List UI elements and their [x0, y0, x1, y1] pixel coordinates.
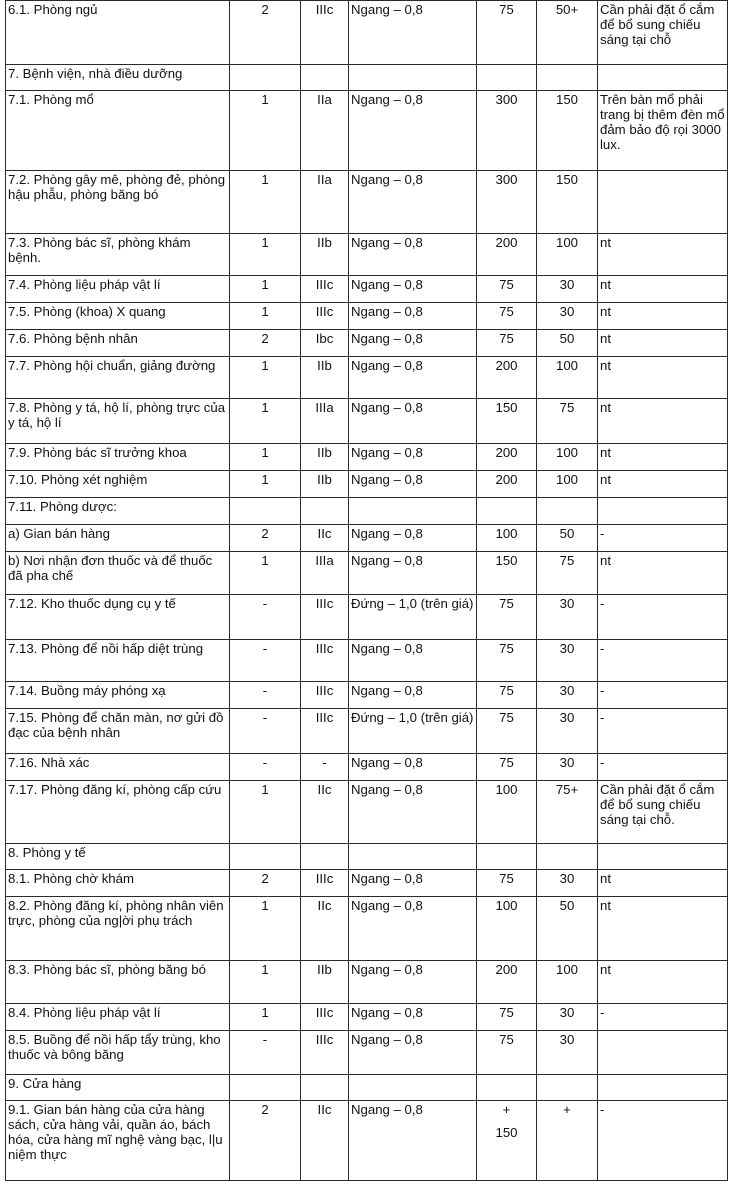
- table-row: [6, 754, 728, 781]
- note-cell: Cần phải đặt ổ cắm để bổ sung chiếu sáng tại chỗ: [598, 1, 728, 65]
- room-name-cell: 8.1. Phòng chờ khám: [6, 870, 230, 897]
- work-group-cell: IIIc: [301, 640, 349, 682]
- section-row: [6, 65, 728, 91]
- illuminance-combined-cell: 30: [537, 870, 598, 897]
- illuminance-general-cell: 75: [477, 330, 537, 357]
- work-group-cell: [301, 1075, 349, 1101]
- work-group-cell: IIIc: [301, 1, 349, 65]
- illuminance-general-cell: 200: [477, 961, 537, 1004]
- lamp-count-cell: 1: [230, 399, 301, 444]
- note-cell: nt: [598, 303, 728, 330]
- work-plane-cell: Ngang – 0,8: [349, 640, 477, 682]
- work-plane-cell: Ngang – 0,8: [349, 1004, 477, 1031]
- note-cell: Trên bàn mổ phải trang bị thêm đèn mổ đảm bảo độ rọi 3000 lux.: [598, 91, 728, 171]
- work-plane-cell: Ngang – 0,8: [349, 961, 477, 1004]
- illuminance-combined-cell: 30: [537, 754, 598, 781]
- illuminance-general-top: +: [502, 1102, 511, 1117]
- illuminance-combined-cell: 75: [537, 399, 598, 444]
- room-name-cell: 8.5. Buồng để nồi hấp tẩy trùng, kho thuốc và bông băng: [6, 1031, 230, 1075]
- note-cell: nt: [598, 399, 728, 444]
- work-plane-cell: Ngang – 0,8: [349, 525, 477, 552]
- table-row: [6, 595, 728, 640]
- work-group-cell: IIIc: [301, 303, 349, 330]
- illuminance-general-cell: 75: [477, 1004, 537, 1031]
- room-name-cell: 7.8. Phòng y tá, hộ lí, phòng trực của y tá, hộ lí: [6, 399, 230, 444]
- note-cell: -: [598, 595, 728, 640]
- lamp-count-cell: [230, 1075, 301, 1101]
- room-name-cell: 7.9. Phòng bác sĩ trưởng khoa: [6, 444, 230, 471]
- note-cell: nt: [598, 471, 728, 498]
- table-row: [6, 640, 728, 682]
- lamp-count-cell: -: [230, 682, 301, 709]
- work-group-cell: IIIc: [301, 870, 349, 897]
- illuminance-combined-cell: 50: [537, 897, 598, 961]
- illuminance-general-cell: 200: [477, 444, 537, 471]
- illuminance-general-cell: 75: [477, 709, 537, 754]
- work-plane-cell: Ngang – 0,8: [349, 276, 477, 303]
- section-title: 8. Phòng y tế: [6, 844, 230, 870]
- illuminance-general-cell: 200: [477, 471, 537, 498]
- table-row: [6, 471, 728, 498]
- note-cell: nt: [598, 234, 728, 276]
- lamp-count-cell: 1: [230, 961, 301, 1004]
- work-plane-cell: Ngang – 0,8: [349, 781, 477, 844]
- table-row: [6, 870, 728, 897]
- illuminance-combined-cell: 100: [537, 961, 598, 1004]
- lamp-count-cell: 1: [230, 91, 301, 171]
- work-group-cell: IIc: [301, 897, 349, 961]
- lamp-count-cell: 1: [230, 171, 301, 234]
- illuminance-general-cell: 75: [477, 870, 537, 897]
- note-cell: -: [598, 754, 728, 781]
- illuminance-general-cell: 150: [477, 399, 537, 444]
- illuminance-general-cell: [477, 1101, 537, 1181]
- lamp-count-cell: 1: [230, 357, 301, 399]
- illuminance-combined-cell: 30: [537, 595, 598, 640]
- illuminance-combined-cell: [537, 844, 598, 870]
- note-cell: nt: [598, 552, 728, 595]
- illuminance-combined-cell: 50: [537, 330, 598, 357]
- room-name-cell: 7.13. Phòng để nồi hấp diệt trùng: [6, 640, 230, 682]
- illuminance-general-cell: [477, 65, 537, 91]
- work-group-cell: [301, 844, 349, 870]
- illuminance-general-cell: 75: [477, 1031, 537, 1075]
- illuminance-combined-cell: 50: [537, 525, 598, 552]
- work-plane-cell: Ngang – 0,8: [349, 330, 477, 357]
- illuminance-general-cell: 150: [477, 552, 537, 595]
- work-plane-cell: Ngang – 0,8: [349, 870, 477, 897]
- illuminance-combined-cell: 75: [537, 552, 598, 595]
- table-row: [6, 709, 728, 754]
- table-row: [6, 399, 728, 444]
- note-cell: nt: [598, 357, 728, 399]
- illuminance-combined-cell: 30: [537, 1031, 598, 1075]
- lamp-count-cell: [230, 844, 301, 870]
- work-group-cell: [301, 65, 349, 91]
- illuminance-combined-cell: 100: [537, 357, 598, 399]
- lamp-count-cell: 2: [230, 870, 301, 897]
- work-plane-cell: Ngang – 0,8: [349, 357, 477, 399]
- work-group-cell: IIb: [301, 444, 349, 471]
- illuminance-general-cell: 300: [477, 91, 537, 171]
- illuminance-general-cell: 75: [477, 682, 537, 709]
- work-plane-cell: Ngang – 0,8: [349, 234, 477, 276]
- work-plane-cell: Đứng – 1,0 (trên giá): [349, 595, 477, 640]
- work-plane-cell: Ngang – 0,8: [349, 1031, 477, 1075]
- table-row: [6, 1031, 728, 1075]
- room-name-cell: 7.10. Phòng xét nghiệm: [6, 471, 230, 498]
- room-name-cell: 7.15. Phòng để chăn màn, nơ gửi đồ đạc của bệnh nhân: [6, 709, 230, 754]
- work-group-cell: IIb: [301, 471, 349, 498]
- lamp-count-cell: 1: [230, 781, 301, 844]
- illuminance-general-cell: 75: [477, 754, 537, 781]
- work-group-cell: IIIc: [301, 1004, 349, 1031]
- note-cell: -: [598, 682, 728, 709]
- illuminance-combined-cell: +: [537, 1101, 598, 1181]
- table-row: [6, 781, 728, 844]
- illuminance-combined-cell: 100: [537, 444, 598, 471]
- work-group-cell: IIIa: [301, 552, 349, 595]
- work-group-cell: IIIc: [301, 682, 349, 709]
- lamp-count-cell: 1: [230, 897, 301, 961]
- work-group-cell: IIIc: [301, 1031, 349, 1075]
- note-cell: -: [598, 640, 728, 682]
- work-group-cell: IIb: [301, 961, 349, 1004]
- illuminance-combined-cell: 30: [537, 682, 598, 709]
- lamp-count-cell: -: [230, 1031, 301, 1075]
- lamp-count-cell: 2: [230, 330, 301, 357]
- table-row: [6, 897, 728, 961]
- lamp-count-cell: 1: [230, 552, 301, 595]
- work-group-cell: -: [301, 754, 349, 781]
- note-cell: [598, 171, 728, 234]
- section-row: [6, 844, 728, 870]
- work-group-cell: [301, 498, 349, 525]
- illuminance-combined-cell: 30: [537, 276, 598, 303]
- illuminance-combined-cell: [537, 65, 598, 91]
- illuminance-general-cell: 300: [477, 171, 537, 234]
- work-plane-cell: [349, 498, 477, 525]
- table-row: [6, 525, 728, 552]
- room-name-cell: 7.4. Phòng liệu pháp vật lí: [6, 276, 230, 303]
- lamp-count-cell: 1: [230, 303, 301, 330]
- table-row: [6, 961, 728, 1004]
- work-plane-cell: Ngang – 0,8: [349, 444, 477, 471]
- illuminance-combined-cell: 50+: [537, 1, 598, 65]
- work-plane-cell: Ngang – 0,8: [349, 552, 477, 595]
- lamp-count-cell: 2: [230, 525, 301, 552]
- room-name-cell: 7.14. Buồng máy phóng xạ: [6, 682, 230, 709]
- section-title: 9. Cửa hàng: [6, 1075, 230, 1101]
- room-name-cell: 7.3. Phòng bác sĩ, phòng khám bệnh.: [6, 234, 230, 276]
- room-name-cell: b) Nơi nhận đơn thuốc và để thuốc đã pha chế: [6, 552, 230, 595]
- note-cell: nt: [598, 330, 728, 357]
- illuminance-general-cell: 75: [477, 595, 537, 640]
- table-row: [6, 234, 728, 276]
- table-row: [6, 1, 728, 65]
- illuminance-combined-cell: 100: [537, 234, 598, 276]
- lamp-count-cell: -: [230, 595, 301, 640]
- illuminance-combined-cell: 150: [537, 91, 598, 171]
- illuminance-general-cell: 75: [477, 276, 537, 303]
- illuminance-general-cell: [477, 844, 537, 870]
- work-group-cell: IIIc: [301, 595, 349, 640]
- room-name-cell: 7.11. Phòng dược:: [6, 498, 230, 525]
- illuminance-general-cell: 75: [477, 1, 537, 65]
- table-row: [6, 330, 728, 357]
- table-row: [6, 682, 728, 709]
- work-plane-cell: Ngang – 0,8: [349, 171, 477, 234]
- work-group-cell: IIa: [301, 91, 349, 171]
- room-name-cell: 9.1. Gian bán hàng của cửa hàng sách, cửa hàng vải, quần áo, bách hóa, cửa hàng mĩ nghệ vàng bạc, l|u niệm thực: [6, 1101, 230, 1181]
- room-name-cell: 7.16. Nhà xác: [6, 754, 230, 781]
- note-cell: -: [598, 1101, 728, 1181]
- room-name-cell: 7.1. Phòng mổ: [6, 91, 230, 171]
- lamp-count-cell: 1: [230, 471, 301, 498]
- lamp-count-cell: 1: [230, 276, 301, 303]
- room-name-cell: 7.17. Phòng đăng kí, phòng cấp cứu: [6, 781, 230, 844]
- room-name-cell: 7.6. Phòng bệnh nhân: [6, 330, 230, 357]
- room-name-cell: 7.2. Phòng gây mê, phòng đẻ, phòng hậu phẫu, phòng băng bó: [6, 171, 230, 234]
- table-row: [6, 552, 728, 595]
- illuminance-general-cell: 75: [477, 640, 537, 682]
- room-name-cell: a) Gian bán hàng: [6, 525, 230, 552]
- work-group-cell: IIa: [301, 171, 349, 234]
- table-row: [6, 1004, 728, 1031]
- work-group-cell: Ibc: [301, 330, 349, 357]
- room-name-cell: 6.1. Phòng ngủ: [6, 1, 230, 65]
- work-group-cell: IIIc: [301, 709, 349, 754]
- room-name-cell: 8.2. Phòng đăng kí, phòng nhân viên trực, phòng của ng|ời phụ trách: [6, 897, 230, 961]
- lamp-count-cell: -: [230, 709, 301, 754]
- illuminance-combined-cell: 30: [537, 303, 598, 330]
- note-cell: nt: [598, 961, 728, 1004]
- illuminance-general-cell: 100: [477, 525, 537, 552]
- work-group-cell: IIIc: [301, 276, 349, 303]
- table-row: [6, 1101, 728, 1181]
- work-group-cell: IIc: [301, 525, 349, 552]
- illuminance-general-cell: 200: [477, 234, 537, 276]
- note-cell: [598, 1075, 728, 1101]
- illumination-table: [5, 0, 728, 1181]
- illuminance-combined-cell: [537, 498, 598, 525]
- lamp-count-cell: 1: [230, 1004, 301, 1031]
- work-plane-cell: Ngang – 0,8: [349, 303, 477, 330]
- work-group-cell: IIc: [301, 781, 349, 844]
- room-name-cell: 7.7. Phòng hội chuẩn, giảng đường: [6, 357, 230, 399]
- work-plane-cell: Đứng – 1,0 (trên giá): [349, 709, 477, 754]
- lamp-count-cell: 2: [230, 1101, 301, 1181]
- section-row: [6, 1075, 728, 1101]
- work-group-cell: IIc: [301, 1101, 349, 1181]
- work-plane-cell: Ngang – 0,8: [349, 91, 477, 171]
- note-cell: [598, 65, 728, 91]
- work-plane-cell: Ngang – 0,8: [349, 897, 477, 961]
- illuminance-combined-cell: 30: [537, 1004, 598, 1031]
- work-group-cell: IIb: [301, 357, 349, 399]
- table-row: [6, 91, 728, 171]
- note-cell: [598, 1031, 728, 1075]
- work-plane-cell: Ngang – 0,8: [349, 1101, 477, 1181]
- work-group-cell: IIb: [301, 234, 349, 276]
- room-name-cell: 8.3. Phòng bác sĩ, phòng băng bó: [6, 961, 230, 1004]
- lamp-count-cell: -: [230, 640, 301, 682]
- room-name-cell: 7.12. Kho thuốc dụng cụ y tế: [6, 595, 230, 640]
- illuminance-combined-cell: 100: [537, 471, 598, 498]
- illuminance-combined-cell: 75+: [537, 781, 598, 844]
- lamp-count-cell: 1: [230, 444, 301, 471]
- illuminance-general-bottom: 150: [495, 1125, 518, 1140]
- illuminance-combined-cell: 30: [537, 709, 598, 754]
- work-plane-cell: [349, 65, 477, 91]
- lamp-count-cell: 1: [230, 234, 301, 276]
- lamp-count-cell: [230, 65, 301, 91]
- table-row: [6, 171, 728, 234]
- table-row: [6, 357, 728, 399]
- section-title: 7. Bệnh viện, nhà điều dưỡng: [6, 65, 230, 91]
- room-name-cell: 8.4. Phòng liệu pháp vật lí: [6, 1004, 230, 1031]
- illuminance-combined-cell: [537, 1075, 598, 1101]
- table-row: [6, 498, 728, 525]
- illuminance-general-cell: [477, 498, 537, 525]
- note-cell: Cần phải đặt ổ cắm để bổ sung chiếu sáng tại chỗ.: [598, 781, 728, 844]
- note-cell: [598, 844, 728, 870]
- lamp-count-cell: 2: [230, 1, 301, 65]
- note-cell: nt: [598, 444, 728, 471]
- illuminance-combined-cell: 150: [537, 171, 598, 234]
- work-plane-cell: Ngang – 0,8: [349, 471, 477, 498]
- illuminance-general-cell: 100: [477, 897, 537, 961]
- work-plane-cell: Ngang – 0,8: [349, 754, 477, 781]
- table-row: [6, 276, 728, 303]
- lamp-count-cell: [230, 498, 301, 525]
- note-cell: -: [598, 525, 728, 552]
- illuminance-general-cell: 100: [477, 781, 537, 844]
- illuminance-general-cell: 75: [477, 303, 537, 330]
- work-plane-cell: [349, 1075, 477, 1101]
- note-cell: -: [598, 1004, 728, 1031]
- work-plane-cell: Ngang – 0,8: [349, 682, 477, 709]
- note-cell: nt: [598, 897, 728, 961]
- work-group-cell: IIIa: [301, 399, 349, 444]
- note-cell: nt: [598, 870, 728, 897]
- work-plane-cell: Ngang – 0,8: [349, 399, 477, 444]
- table-row: [6, 444, 728, 471]
- note-cell: [598, 498, 728, 525]
- work-plane-cell: Ngang – 0,8: [349, 1, 477, 65]
- table-body: [6, 1, 728, 1181]
- illuminance-general-cell: [477, 1075, 537, 1101]
- room-name-cell: 7.5. Phòng (khoa) X quang: [6, 303, 230, 330]
- illuminance-combined-cell: 30: [537, 640, 598, 682]
- note-cell: -: [598, 709, 728, 754]
- note-cell: nt: [598, 276, 728, 303]
- table-row: [6, 303, 728, 330]
- work-plane-cell: [349, 844, 477, 870]
- lamp-count-cell: -: [230, 754, 301, 781]
- illuminance-general-cell: 200: [477, 357, 537, 399]
